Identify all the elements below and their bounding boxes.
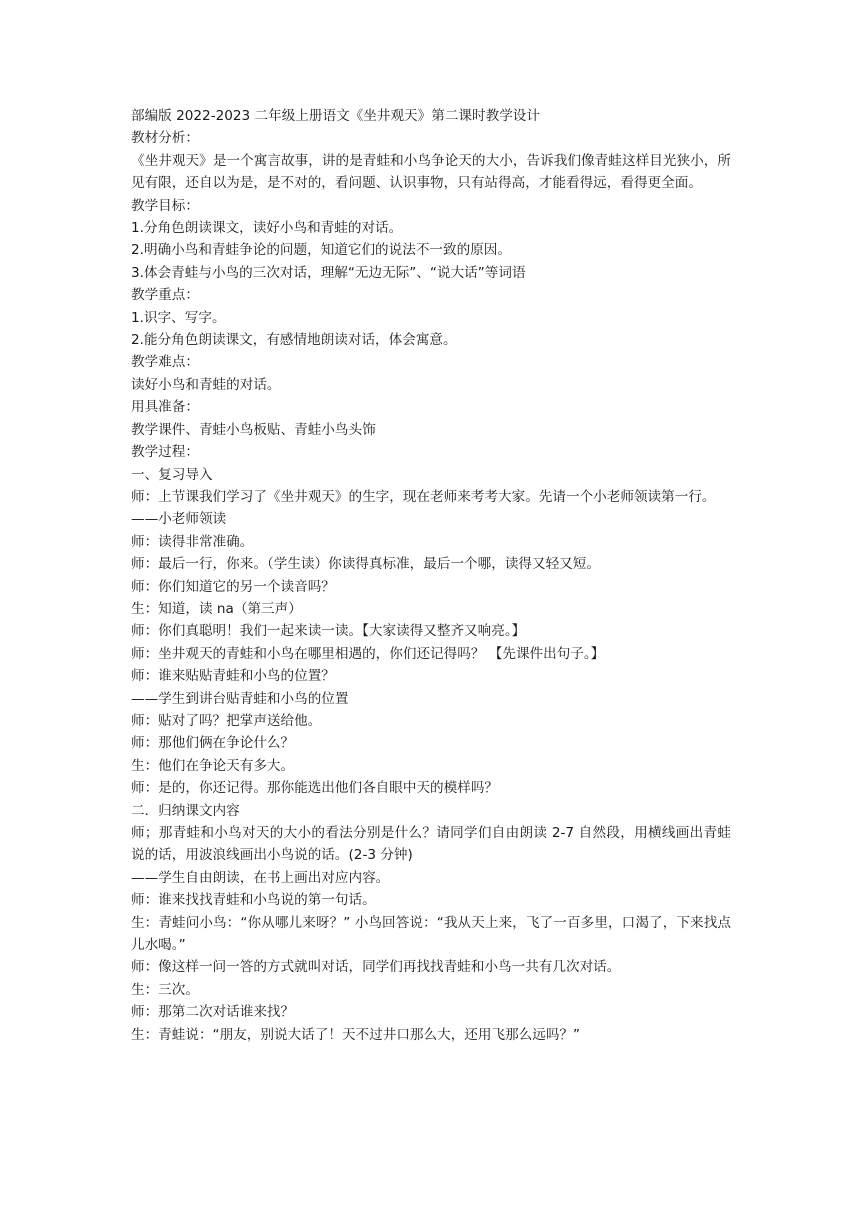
dialogue-line: 师：读得非常准确。 (131, 533, 254, 550)
dialogue-line: ——小老师领读 (131, 511, 227, 528)
dialogue-line: 生：青蛙说：“朋友，别说大话了！天不过井口那么大，还用飞那么远吗？” (131, 1026, 581, 1043)
dialogue-line: 生：三次。 (131, 981, 199, 998)
section-heading: 教学过程： (131, 444, 199, 461)
list-item: 3.体会青蛙与小鸟的三次对话，理解“无边无际”、“说大话”等词语 (131, 264, 526, 281)
subsection-heading: 一、复习导入 (131, 466, 213, 483)
dialogue-line: 师：那第二次对话谁来找？ (131, 1004, 295, 1021)
dialogue-line: 师：是的，你还记得。那你能选出他们各自眼中天的模样吗？ (131, 780, 499, 797)
list-item: 2.能分角色朗读课文，有感情地朗读对话，体会寓意。 (131, 332, 457, 349)
list-item: 1.识字、写字。 (131, 309, 226, 326)
list-item: 2.明确小鸟和青蛙争论的问题，知道它们的说法不一致的原因。 (131, 242, 511, 259)
paragraph: 《坐井观天》是一个寓言故事，讲的是青蛙和小鸟争论天的大小，告诉我们像青蛙这样目光狭小，所见有限，还自以为是，是不对的，看问题、认识事物，只有站得高，才能看得远，看得更全面。 (131, 152, 731, 192)
dialogue-line: 师：最后一行，你来。（学生读）你读得真标准，最后一个哪，读得又轻又短。 (131, 556, 600, 573)
dialogue-line: 师：像这样一问一答的方式就叫对话，同学们再找找青蛙和小鸟一共有几次对话。 (131, 959, 621, 976)
list-item: 1.分角色朗读课文，读好小鸟和青蛙的对话。 (131, 220, 403, 237)
dialogue-line: 师：谁来找找青蛙和小鸟说的第一句话。 (131, 892, 376, 909)
dialogue-line: 师：你们知道它的另一个读音吗？ (131, 578, 335, 595)
dialogue-line: 师：谁来贴贴青蛙和小鸟的位置？ (131, 668, 335, 685)
dialogue-line: ——学生自由朗读，在书上画出对应内容。 (131, 869, 390, 886)
dialogue-line: 生：他们在争论天有多大。 (131, 757, 295, 774)
dialogue-line: 师；那青蛙和小鸟对天的大小的看法分别是什么？请同学们自由朗读 2-7 自然段，用横线画出青蛙说的话，用波浪线画出小鸟说的话。(2-3 分钟) (131, 825, 731, 864)
dialogue-line: 师：坐井观天的青蛙和小鸟在哪里相遇的，你们还记得吗？ 【先课件出句子。】 (131, 645, 605, 662)
paragraph: 教学课件、青蛙小鸟板贴、青蛙小鸟头饰 (131, 421, 376, 438)
dialogue-line: ——学生到讲台贴青蛙和小鸟的位置 (131, 690, 349, 707)
section-heading: 教材分析： (131, 130, 199, 147)
dialogue-line: 生：知道，读 na（第三声） (131, 600, 302, 617)
section-heading: 教学重点： (131, 287, 199, 304)
section-heading: 用具准备： (131, 399, 199, 416)
document-body (131, 105, 731, 1046)
section-heading: 教学目标： (131, 197, 199, 214)
dialogue-line: 生：青蛙问小鸟：“你从哪儿来呀？” 小鸟回答说：“我从天上来，飞了一百多里，口渴了，下来找点儿水喝。” (131, 914, 731, 954)
paragraph: 读好小鸟和青蛙的对话。 (131, 376, 281, 393)
dialogue-line: 师：贴对了吗？把掌声送给他。 (131, 712, 322, 729)
section-heading: 教学难点： (131, 354, 199, 371)
dialogue-line: 师：上节课我们学习了《坐井观天》的生字，现在老师来考考大家。先请一个小老师领读第一行。 (131, 488, 716, 505)
document-title: 部编版 2022-2023 二年级上册语文《坐井观天》第二课时教学设计 (131, 108, 540, 124)
dialogue-line: 师：你们真聪明！我们一起来读一读。【大家读得又整齐又响亮。】 (131, 623, 526, 640)
dialogue-line: 师：那他们俩在争论什么？ (131, 735, 295, 752)
subsection-heading: 二．归纳课文内容 (131, 802, 240, 819)
